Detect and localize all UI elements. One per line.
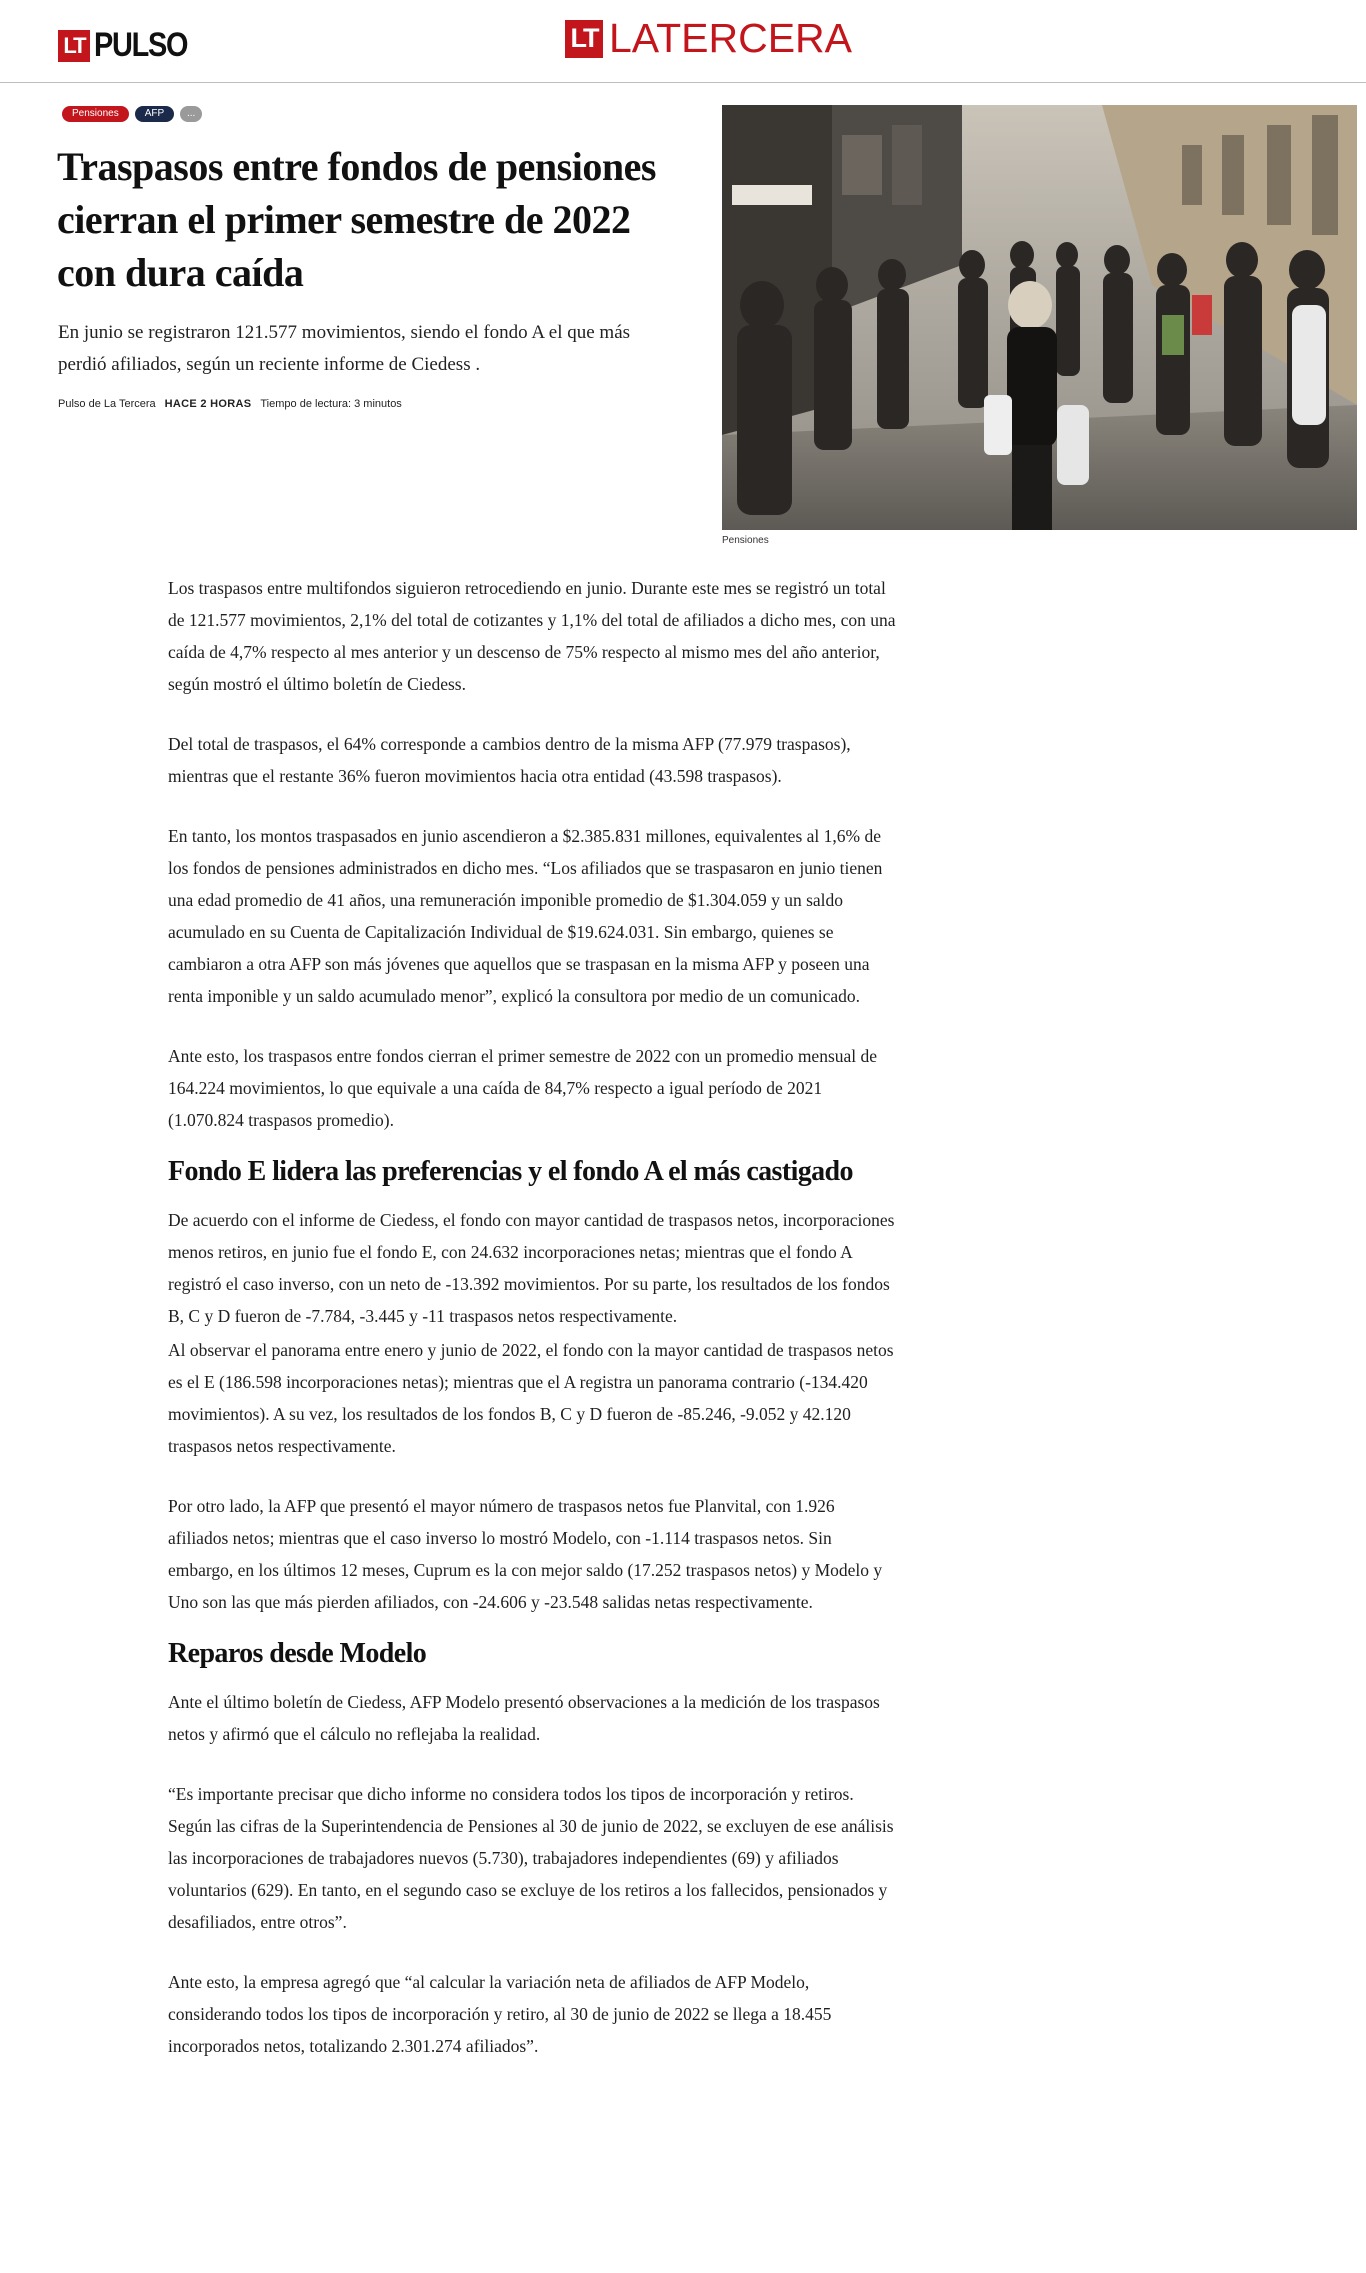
byline-reading-time: Tiempo de lectura: 3 minutos	[260, 398, 402, 410]
pulso-logo[interactable]	[58, 26, 204, 65]
site-header	[0, 0, 1366, 83]
paragraph: Al observar el panorama entre enero y junio de 2022, el fondo con la mayor cantidad de traspasos netos es el E (186.598 incorporaciones netas); mientras que el A registra un panorama contrario (-134.420 movimientos). A su vez, los resultados de los fondos B, C y D fueron de -85.246, -9.052 y 42.120 traspasos netos respectivamente.	[168, 1340, 894, 1456]
pulso-logo-mark: LT	[58, 30, 90, 62]
hero-image[interactable]	[722, 105, 1357, 530]
latercera-logo-text: LATERCERA	[609, 15, 853, 61]
paragraph: En tanto, los montos traspasados en junio ascendieron a $2.385.831 millones, equivalentes al 1,6% de los fondos de pensiones administrados en dicho mes. “Los afiliados que se traspasaron en junio tienen una edad promedio de 41 años, una remuneración imponible promedio de $1.304.059 y un saldo acumulado en su Cuenta de Capitalización Individual de $19.624.031. Sin embargo, quienes se cambiaron a otra AFP son más jóvenes que aquellos que se traspasan en la misma AFP y poseen una renta imponible y un saldo acumulado menor”, explicó la consultora por medio de un comunicado.	[168, 826, 883, 1006]
latercera-logo[interactable]	[565, 15, 852, 62]
street-crowd-photo	[722, 105, 1357, 530]
article-body	[168, 572, 898, 2062]
article-lead: En junio se registraron 121.577 movimientos, siendo el fondo A el que más perdió afiliados, según un reciente informe de Ciedess .	[58, 322, 631, 375]
paragraph: “Es importante precisar que dicho informe no considera todos los tipos de incorporación y retiros. Según las cifras de la Superintendencia de Pensiones al 30 de junio de 2022, se excluyen de ese análisis las incorporaciones de trabajadores nuevos (5.730), trabajadores independientes (69) y afiliados voluntarios (629). En tanto, en el segundo caso se excluye de los retiros a los fallecidos, pensionados y desafiliados, entre otros”.	[168, 1784, 894, 1932]
tag-pensiones[interactable]: Pensiones	[62, 106, 129, 122]
paragraph: De acuerdo con el informe de Ciedess, el fondo con mayor cantidad de traspasos netos, incorporaciones menos retiros, en junio fue el fondo E, con 24.632 incorporaciones netas; mientras que el fondo A registró el caso inverso, con un neto de -13.392 movimientos. Por su parte, los resultados de los fondos B, C y D fueron de -7.784, -3.445 y -11 traspasos netos respectivamente.	[168, 1210, 895, 1326]
paragraph: Ante esto, la empresa agregó que “al calcular la variación neta de afiliados de AFP Modelo, considerando todos los tipos de incorporación y retiro, al 30 de junio de 2022 se llega a 18.455 incorporados netos, totalizando 2.301.274 afiliados”.	[168, 1972, 832, 2056]
paragraph: Ante esto, los traspasos entre fondos cierran el primer semestre de 2022 con un promedio mensual de 164.224 movimientos, lo que equivale a una caída de 84,7% respecto a igual período de 2021 (1.070.824 traspasos promedio).	[168, 1046, 878, 1130]
paragraph: Los traspasos entre multifondos siguieron retrocediendo en junio. Durante este mes se registró un total de 121.577 movimientos, 2,1% del total de cotizantes y 1,1% del total de afiliados a dicho mes, con una caída de 4,7% respecto al mes anterior y un descenso de 75% respecto al mismo mes del año anterior, según mostró el último boletín de Ciedess.	[168, 578, 896, 694]
byline-time: HACE 2 HORAS	[164, 398, 252, 410]
section-heading: Reparos desde Modelo	[168, 1638, 427, 1669]
paragraph: Del total de traspasos, el 64% corresponde a cambios dentro de la misma AFP (77.979 traspasos), mientras que el restante 36% fueron movimientos hacia otra entidad (43.598 traspasos).	[168, 734, 851, 786]
image-caption: Pensiones	[722, 535, 769, 546]
tag-more[interactable]: ...	[180, 106, 202, 122]
section-heading: Fondo E lidera las preferencias y el fondo A el más castigado	[168, 1156, 853, 1187]
byline	[58, 398, 402, 410]
article-title: Traspasos entre fondos de pensiones cierran el primer semestre de 2022 con dura caída	[57, 144, 656, 295]
pulso-logo-text: PULSO	[94, 26, 188, 64]
paragraph: Ante el último boletín de Ciedess, AFP Modelo presentó observaciones a la medición de los traspasos netos y afirmó que el cálculo no reflejaba la realidad.	[168, 1692, 880, 1744]
article-tags	[62, 106, 202, 122]
latercera-logo-mark: LT	[565, 20, 603, 58]
byline-author[interactable]: Pulso de La Tercera	[58, 398, 156, 410]
paragraph: Por otro lado, la AFP que presentó el mayor número de traspasos netos fue Planvital, con 1.926 afiliados netos; mientras que el caso inverso lo mostró Modelo, con -1.114 traspasos netos. Sin embargo, en los últimos 12 meses, Cuprum es la con mejor saldo (17.252 traspasos netos) y Modelo y Uno son las que más pierden afiliados, con -24.606 y -23.548 salidas netas respectivamente.	[168, 1496, 883, 1612]
tag-afp[interactable]: AFP	[135, 106, 174, 122]
